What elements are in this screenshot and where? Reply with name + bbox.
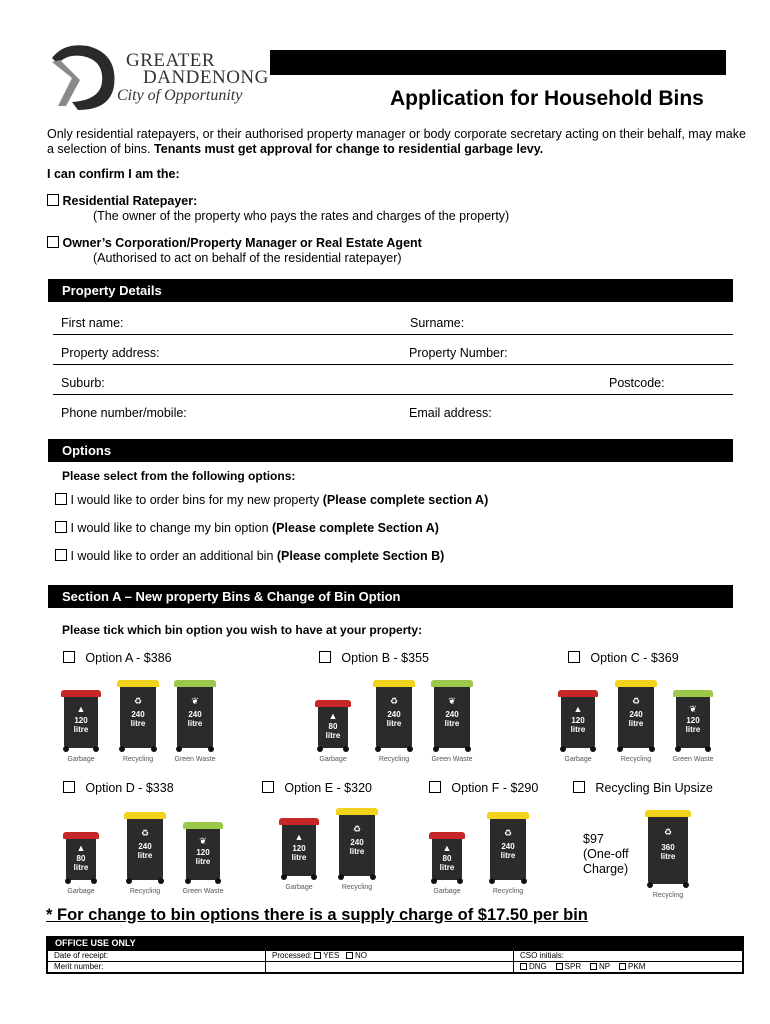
yes-label: YES [323,951,340,960]
option-d-label: Option D - $338 [85,781,174,795]
bin-green-waste-icon: ❦ 240 litre [177,680,213,752]
bin-recycling-icon: ♻ 240 litre [127,812,163,884]
intro-body: Only residential ratepayers, or their authorised property manager or body corporate secretary acting on their behalf, may make a selection of bins. [47,127,746,156]
site-codes-cell [514,962,743,973]
no-label: NO [354,951,367,960]
logo-text-greater: GREATER [126,50,215,71]
suburb-field[interactable]: Suburb: [61,376,105,390]
code-checkbox[interactable] [520,963,527,970]
option-c-label: Option C - $369 [590,651,679,665]
code-label: PKM [628,962,646,971]
section-a-heading: Section A – New property Bins & Change of Bin Option [48,585,733,608]
option-text: I would like to order an additional bin [70,549,274,563]
no-checkbox[interactable] [346,952,353,959]
code-checkbox[interactable] [556,963,563,970]
processed-cell [266,951,514,962]
bin-recycling-icon: ♻ 240 litre [120,680,156,752]
upsize-price-value: $97 [583,832,604,846]
bin-garbage-icon: ▲ 120 litre [282,818,316,880]
option-section-note: (Please complete Section A) [272,521,439,535]
role-desc: (The owner of the property who pays the rates and charges of the property) [93,209,510,223]
bin-caption: Garbage [67,888,95,895]
table-row [48,951,743,962]
bin-green-waste-icon: ❦ 120 litre [676,690,710,752]
option-text: I would like to change my bin option [70,521,269,535]
role-title: Owner’s Corporation/Property Manager or Real Estate Agent [62,236,422,250]
bin-garbage-icon: ▲ 80 litre [66,832,96,884]
logo-tagline: City of Opportunity [117,87,243,104]
role-desc: (Authorised to act on behalf of the residential ratepayer) [93,251,402,265]
office-use-table [47,950,743,973]
bin-garbage-icon: ▲ 80 litre [318,700,348,752]
upsize-note: Charge) [583,862,629,876]
intro-tenant-note: Tenants must get approval for change to residential garbage levy. [154,142,544,156]
bin-garbage-icon: ▲ 120 litre [561,690,595,752]
option-text: I would like to order bins for my new property [70,493,320,507]
processed-label: Processed: [272,951,313,960]
code-label: NP [599,962,611,971]
bin-green-waste-icon: ❦ 240 litre [434,680,470,752]
property-address-field[interactable]: Property address: [61,346,160,360]
option-section-note: (Please complete Section B) [276,549,445,563]
surname-field[interactable]: Surname: [410,316,465,330]
bin-caption: Recycling [620,756,652,763]
code-label: SPR [564,962,582,971]
bin-recycling-icon: ♻ 360 litre [648,810,688,888]
role-title: Residential Ratepayer: [62,194,198,208]
code-label: DNG [529,962,547,971]
bin-recycling-icon: ♻ 240 litre [339,808,375,880]
empty-cell [266,962,514,973]
table-row [48,962,743,973]
postcode-field[interactable]: Postcode: [609,376,665,390]
email-field[interactable]: Email address: [409,406,492,420]
bin-caption: Recycling [129,888,161,895]
option-f-label: Option F - $290 [451,781,539,795]
bin-caption: Recycling [652,892,684,899]
bin-caption: Garbage [67,756,95,763]
code-checkbox[interactable] [590,963,597,970]
property-number-field[interactable]: Property Number: [409,346,508,360]
option-a-label: Option A - $386 [85,651,172,665]
date-of-receipt: Date of receipt: [48,951,266,962]
bin-garbage-icon: ▲ 80 litre [432,832,462,884]
bin-caption: Recycling [341,884,373,891]
supply-charge-note: * For change to bin options there is a supply charge of $17.50 per bin [46,906,588,924]
bin-recycling-icon: ♻ 240 litre [618,680,654,752]
bin-caption: Green Waste [672,756,714,763]
code-checkbox[interactable] [619,963,626,970]
bin-caption: Green Waste [182,888,224,895]
options-intro: Please select from the following options: [62,469,296,483]
option-b-label: Option B - $355 [341,651,429,665]
bin-green-waste-icon: ❦ 120 litre [186,822,220,884]
office-use-box [46,936,744,974]
bin-garbage-icon: ▲ 120 litre [64,690,98,752]
bin-caption: Green Waste [174,756,216,763]
bin-caption: Recycling [122,756,154,763]
bin-caption: Recycling [492,888,524,895]
confirm-label: I can confirm I am the: [47,167,180,181]
bin-caption: Garbage [433,888,461,895]
bin-caption: Garbage [285,884,313,891]
bin-recycling-icon: ♻ 240 litre [376,680,412,752]
property-details-heading: Property Details [48,279,733,302]
cso-initials: CSO initials: [514,951,743,962]
bin-caption: Recycling [378,756,410,763]
bin-recycling-icon: ♻ 240 litre [490,812,526,884]
merit-number: Merit number: [48,962,266,973]
upsize-label: Recycling Bin Upsize [595,781,713,795]
bin-caption: Garbage [564,756,592,763]
option-e-label: Option E - $320 [284,781,372,795]
logo-text-dandenong: DANDENONG [143,67,269,88]
section-a-intro: Please tick which bin option you wish to have at your property: [62,623,423,637]
upsize-note: (One-off [583,847,629,861]
phone-field[interactable]: Phone number/mobile: [61,406,187,420]
option-section-note: (Please complete section A) [322,493,489,507]
first-name-field[interactable]: First name: [61,316,124,330]
bin-caption: Green Waste [431,756,473,763]
yes-checkbox[interactable] [314,952,321,959]
options-heading: Options [48,439,733,462]
page-title: Application for Household Bins [390,87,704,110]
office-use-heading: OFFICE USE ONLY [47,937,743,950]
bin-caption: Garbage [319,756,347,763]
